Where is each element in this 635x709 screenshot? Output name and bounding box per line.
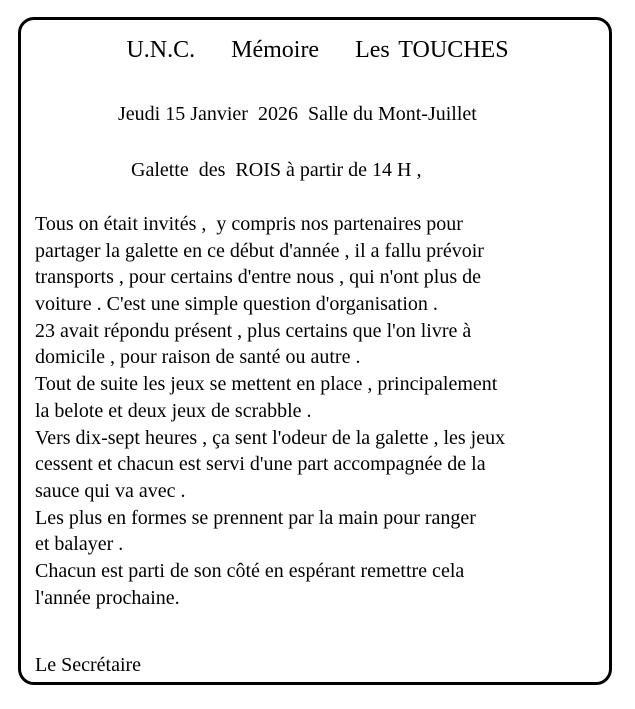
body-line: Les plus en formes se prennent par la main pour ranger bbox=[35, 506, 476, 529]
body-line: et balayer . bbox=[35, 533, 124, 556]
body-line: domicile , pour raison de santé ou autre . bbox=[35, 346, 361, 369]
body-line: voiture . C'est une simple question d'organisation . bbox=[35, 293, 438, 316]
body-line: 23 avait répondu présent , plus certains que l'on livre à bbox=[35, 319, 472, 342]
body-line: Tout de suite les jeux se mettent en place , principalement bbox=[35, 373, 498, 396]
body-line: l'année prochaine. bbox=[35, 586, 180, 609]
body-line: Vers dix-sept heures , ça sent l'odeur de la galette , les jeux bbox=[35, 426, 506, 449]
body-line: Tous on était invités , y compris nos partenaires pour bbox=[35, 213, 463, 235]
body-line: cessent et chacun est servi d'une part accompagnée de la bbox=[35, 453, 486, 476]
body-line: sauce qui va avec . bbox=[35, 479, 186, 502]
body-line: transports , pour certains d'entre nous , qui n'ont plus de bbox=[35, 266, 482, 289]
body-line: la belote et deux jeux de scrabble . bbox=[35, 399, 312, 422]
report-body bbox=[35, 211, 605, 611]
page-title: U.N.C. Mémoire Les TOUCHES bbox=[126, 37, 509, 63]
event-title: Galette des ROIS à partir de 14 H , bbox=[131, 159, 422, 181]
signature: Le Secrétaire bbox=[35, 654, 142, 676]
body-line: Chacun est parti de son côté en espérant remettre cela bbox=[35, 559, 465, 582]
body-line: partager la galette en ce début d'année , il a fallu prévoir bbox=[35, 239, 484, 262]
event-date-location: Jeudi 15 Janvier 2026 Salle du Mont-Juillet bbox=[118, 103, 477, 125]
